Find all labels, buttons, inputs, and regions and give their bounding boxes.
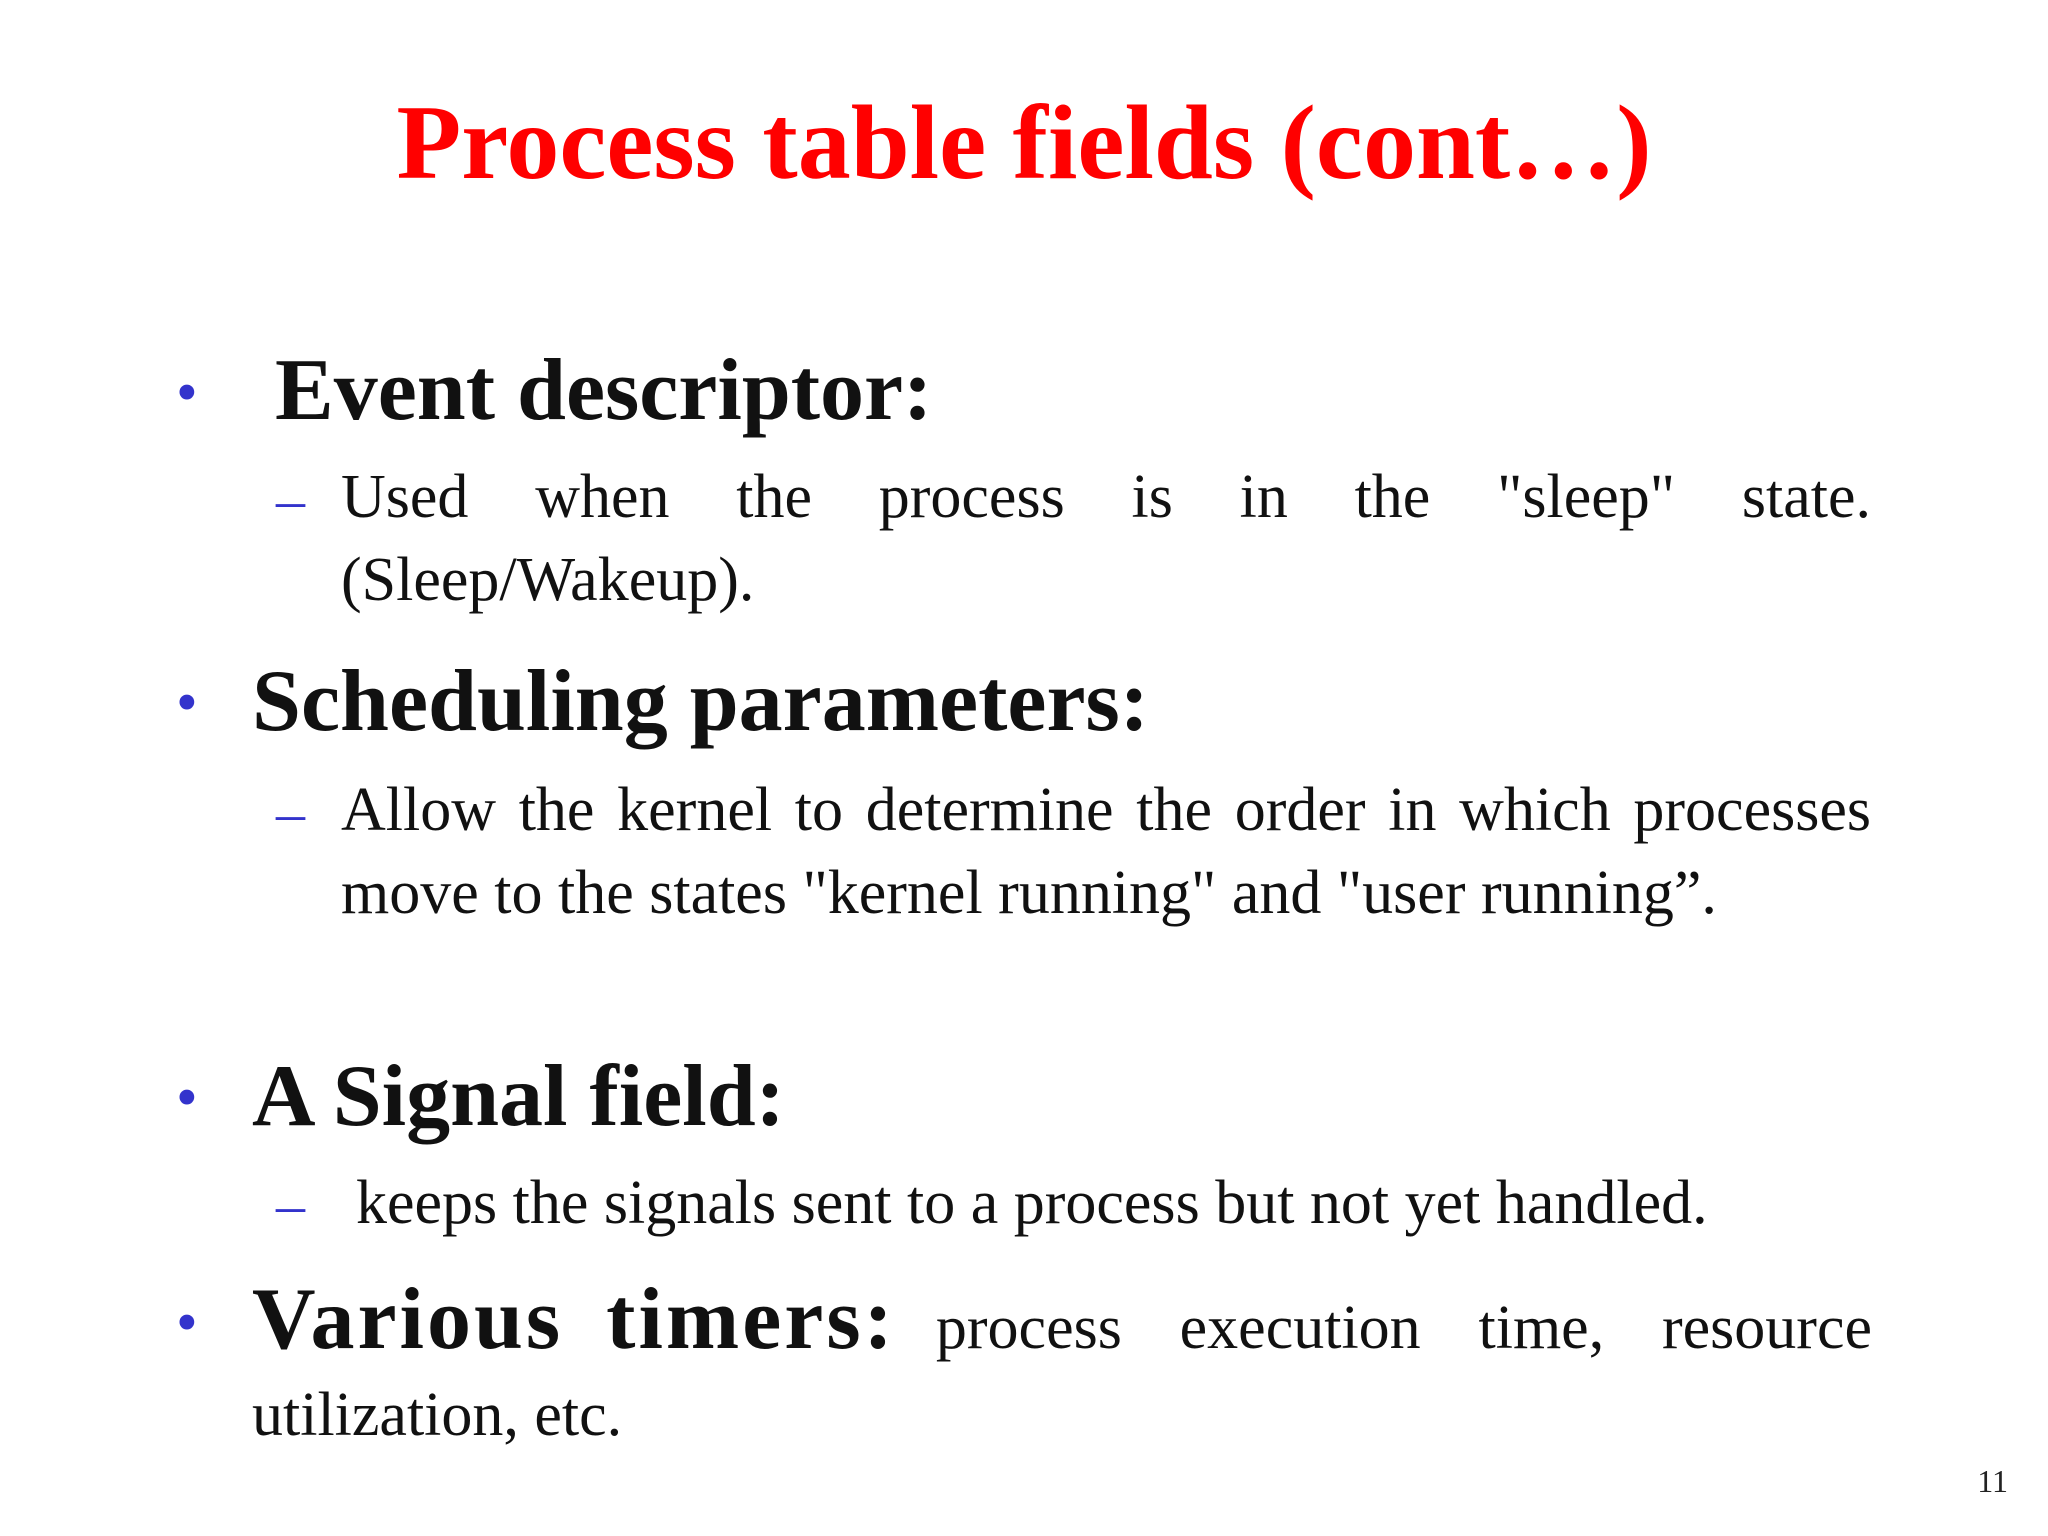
bullet-icon: • bbox=[176, 1289, 198, 1357]
bullet-icon: • bbox=[176, 1064, 198, 1132]
dash-icon: – bbox=[276, 780, 305, 845]
dash-icon: – bbox=[276, 1172, 305, 1237]
sub-signal-field: keeps the signals sent to a process but not yet handled. bbox=[356, 1169, 1708, 1237]
heading-scheduling-parameters: Scheduling parameters: bbox=[252, 653, 1150, 750]
various-timers-continuation: utilization, etc. bbox=[252, 1381, 623, 1449]
sub-event-descriptor: Used when the process is in the "sleep" state. (Sleep/Wakeup). bbox=[341, 463, 1871, 614]
various-timers-line bbox=[252, 1272, 1872, 1369]
bullet-icon: • bbox=[176, 359, 198, 427]
bullet-icon: • bbox=[176, 669, 198, 737]
slide-title: Process table fields (cont…) bbox=[396, 84, 1652, 201]
heading-various-timers: Various timers: bbox=[252, 1271, 896, 1368]
heading-signal-field: A Signal field: bbox=[252, 1048, 785, 1145]
sub-scheduling-parameters: Allow the kernel to determine the order in which processes move to the states "kernel running" and "user running”. bbox=[341, 776, 1871, 927]
dash-icon: – bbox=[276, 467, 305, 532]
page-number: 11 bbox=[1977, 1463, 2008, 1499]
heading-event-descriptor: Event descriptor: bbox=[275, 342, 933, 439]
various-timers-inline-text: process execution time, resource bbox=[935, 1294, 1872, 1362]
